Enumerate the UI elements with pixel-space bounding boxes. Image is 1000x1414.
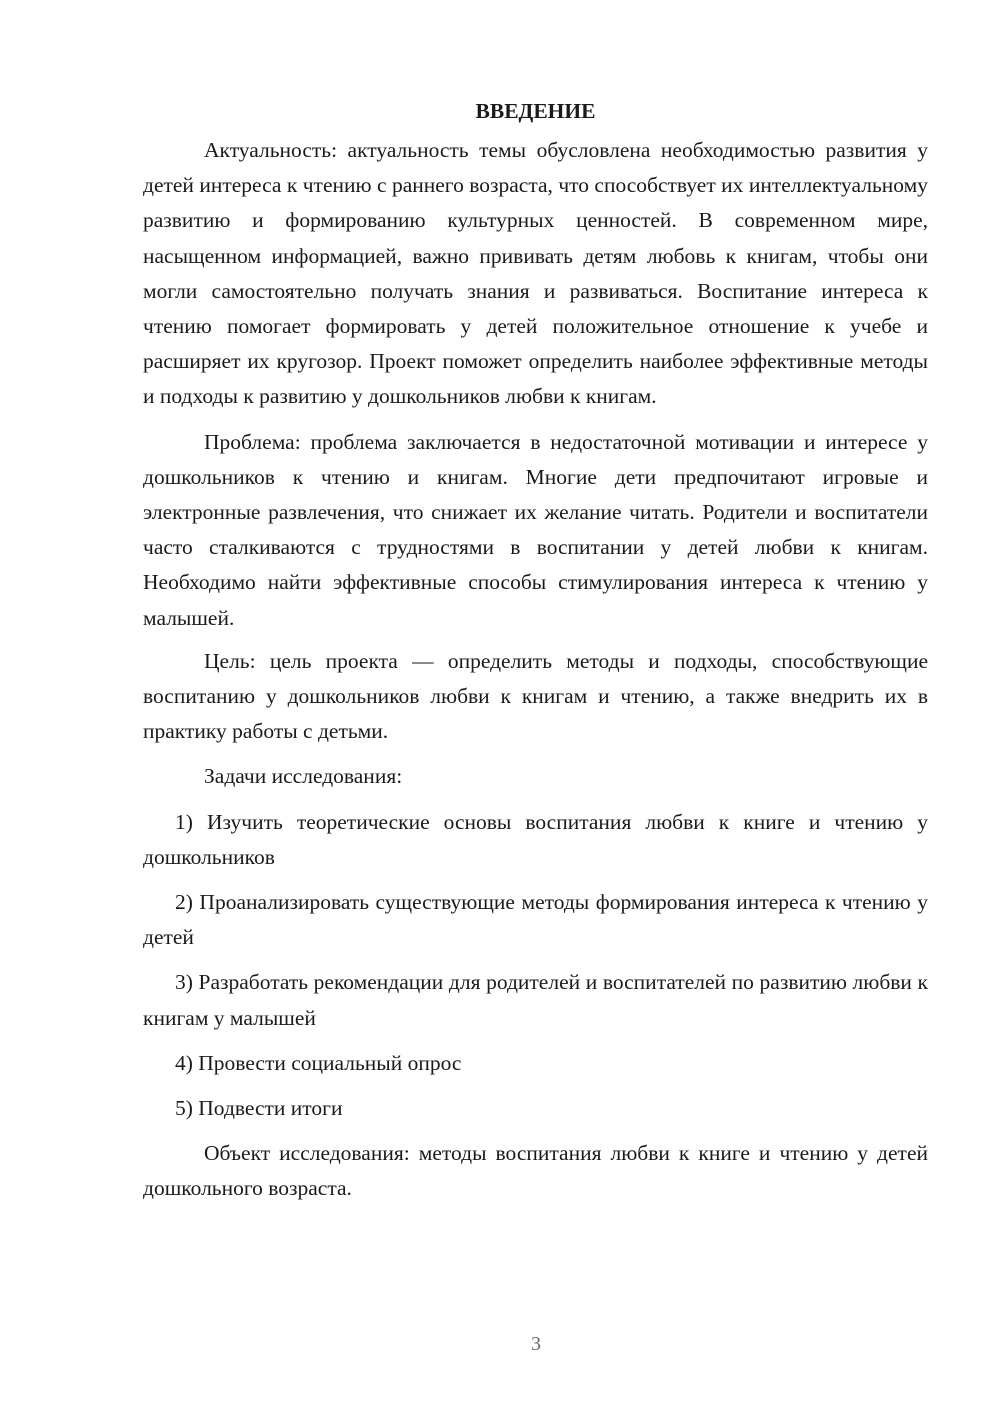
task-item-5: 5) Подвести итоги <box>175 1096 343 1121</box>
task-item-1: 1) Изучить теоретические основы воспитания любви к книге и чтению у дошкольников <box>143 809 928 869</box>
paragraph-object: Объект исследования: методы воспитания любви к книге и чтению у детей дошкольного возраста. <box>143 1141 928 1201</box>
document-page <box>143 92 928 1207</box>
task-item-4: 4) Провести социальный опрос <box>175 1050 462 1075</box>
paragraph-problem: Проблема: проблема заключается в недостаточной мотивации и интересе у дошкольников к чтению и книгам. Многие дети предпочитают игровые и электронные развлечения, что снижает их желание читать. Родители и воспитатели часто сталкиваются с трудностями в воспитании у детей любви к книгам. Необходимо найти эффективные способы стимулирования интереса к чтению у малышей. <box>143 429 928 630</box>
task-item-3: 3) Разработать рекомендации для родителей и воспитателей по развитию любви к книгам у малышей <box>143 970 928 1030</box>
section-title: ВВЕДЕНИЕ <box>475 99 596 123</box>
paragraph-goal: Цель: цель проекта — определить методы и подходы, способствующие воспитанию у дошкольников любви к книгам и чтению, а также внедрить их в практику работы с детьми. <box>143 648 928 744</box>
page-number: 3 <box>531 1333 541 1355</box>
paragraph-relevance: Актуальность: актуальность темы обусловлена необходимостью развития у детей интереса к чтению с раннего возраста, что способствует их интеллектуальному развитию и формированию культурных ценностей. В современном мире, насыщенном информацией, важно прививать детям любовь к книгам, чтобы они могли самостоятельно получать знания и развиваться. Воспитание интереса к чтению помогает формировать у детей положительное отношение к учебе и расширяет их кругозор. Проект поможет определить наиболее эффективные методы и подходы к развитию у дошкольников любви к книгам. <box>143 138 928 409</box>
paragraph-tasks-heading: Задачи исследования: <box>204 764 403 789</box>
task-item-2: 2) Проанализировать существующие методы формирования интереса к чтению у детей <box>143 890 928 950</box>
